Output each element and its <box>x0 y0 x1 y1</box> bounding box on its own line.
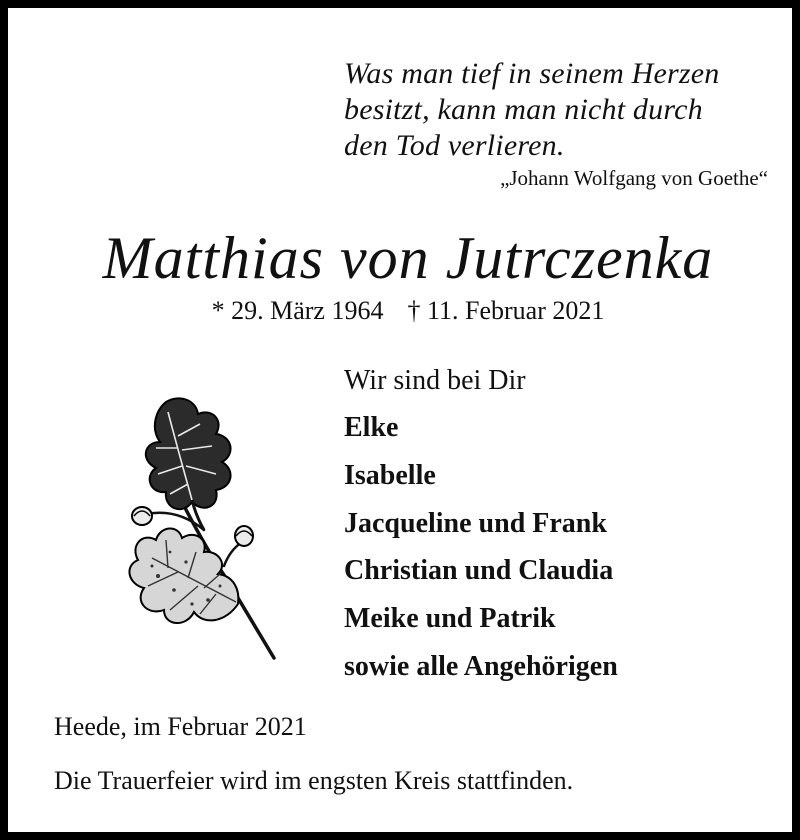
mourner-name: Isabelle <box>344 459 436 491</box>
mourners-intro: Wir sind bei Dir <box>344 365 526 396</box>
quote-line: den Tod verlieren. <box>344 129 565 162</box>
birth-date: * 29. März 1964 <box>211 296 384 325</box>
quote-line: Was man tief in seinem Herzen <box>344 57 720 90</box>
mourners-list <box>344 357 784 691</box>
quote-attribution: „Johann Wolfgang von Goethe“ <box>500 166 768 190</box>
death-date: † 11. Februar 2021 <box>407 296 605 325</box>
mourner-name: Elke <box>344 412 399 443</box>
mourner-name: Jacqueline und Frank <box>344 507 607 539</box>
place-date: Heede, im Februar 2021 <box>54 712 307 741</box>
memorial-quote <box>344 56 784 164</box>
quote-line: besitzt, kann man nicht durch <box>344 93 703 126</box>
mourner-name: Christian und Claudia <box>344 555 614 587</box>
mourner-name: Meike und Patrik <box>344 603 556 635</box>
ceremony-note: Die Trauerfeier wird im engsten Kreis stattfinden. <box>54 766 574 795</box>
deceased-name: Matthias von Jutrczenka <box>102 225 714 291</box>
life-dates <box>8 296 800 326</box>
oak-leaf-branch-icon <box>108 390 286 668</box>
mourner-name: sowie alle Angehörigen <box>344 650 618 682</box>
